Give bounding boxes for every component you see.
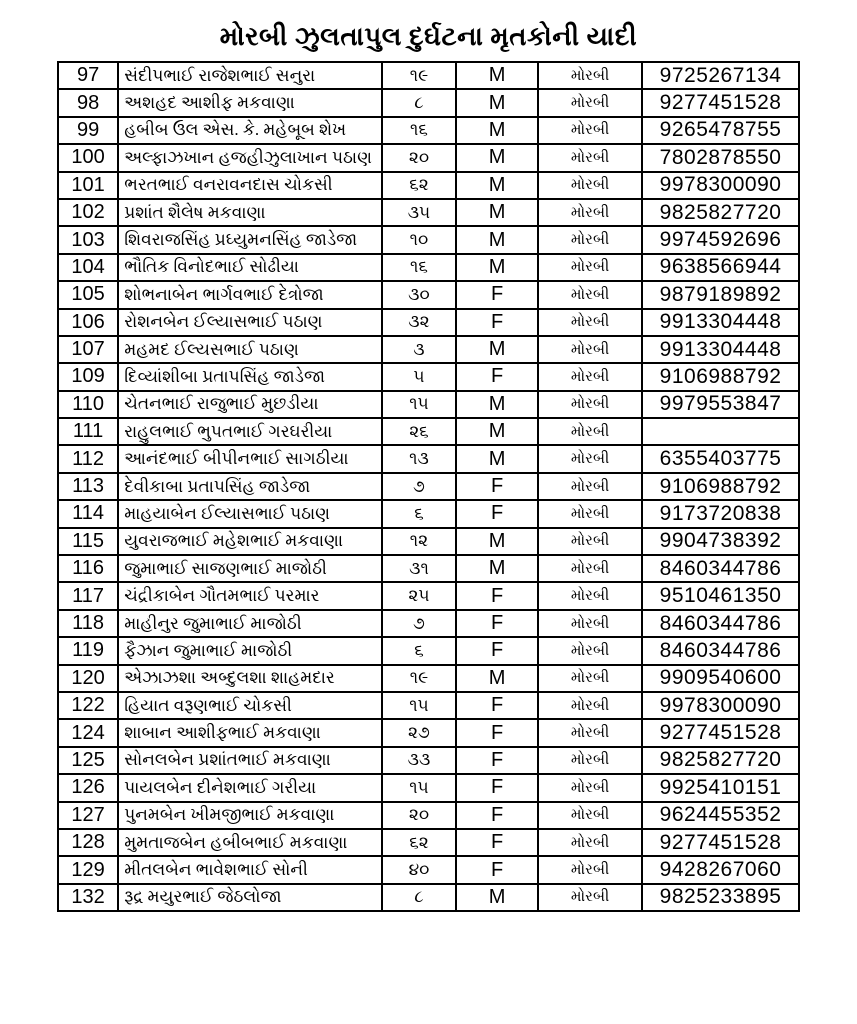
age-cell: ૩ <box>382 336 456 363</box>
age-cell: ૩૧ <box>382 555 456 582</box>
age-cell: ૭ <box>382 473 456 500</box>
gender-cell: F <box>456 774 538 801</box>
gender-cell: F <box>456 473 538 500</box>
gender-cell: F <box>456 719 538 746</box>
age-cell: ૨૦ <box>382 144 456 171</box>
gender-cell: F <box>456 747 538 774</box>
name-cell: દેવીકાબા પ્રતાપસિંહ જાડેજા <box>118 473 382 500</box>
phone-cell: 9978300090 <box>642 692 799 719</box>
serial-number-cell: 101 <box>58 172 118 199</box>
table-row <box>58 802 799 829</box>
table-row <box>58 62 799 89</box>
name-cell: દિવ્યાંશીબા પ્રતાપસિંહ જાડેજા <box>118 363 382 390</box>
age-cell: ૧૨ <box>382 528 456 555</box>
age-cell: ૮ <box>382 884 456 911</box>
name-cell: પાયલબેન દીનેશભાઈ ગરીયા <box>118 774 382 801</box>
table-row <box>58 610 799 637</box>
serial-number-cell: 125 <box>58 747 118 774</box>
city-cell: મોરબી <box>538 829 642 856</box>
phone-cell: 9913304448 <box>642 336 799 363</box>
name-cell: રોશનબેન ઈલ્યાસભાઈ પઠાણ <box>118 309 382 336</box>
name-cell: પુનમબેન ખીમજીભાઈ મકવાણા <box>118 802 382 829</box>
name-cell: મહમદ ઈલ્યસભાઈ પઠાણ <box>118 336 382 363</box>
phone-cell: 9106988792 <box>642 473 799 500</box>
city-cell: મોરબી <box>538 172 642 199</box>
name-cell: ચંદ્રીકાબેન ગૌતમભાઈ પરમાર <box>118 582 382 609</box>
table-row <box>58 774 799 801</box>
phone-cell: 7802878550 <box>642 144 799 171</box>
table-row <box>58 445 799 472</box>
phone-cell: 9277451528 <box>642 829 799 856</box>
city-cell: મોરબી <box>538 610 642 637</box>
victims-table <box>57 61 800 912</box>
phone-cell: 9277451528 <box>642 719 799 746</box>
phone-cell: 9725267134 <box>642 62 799 89</box>
city-cell: મોરબી <box>538 144 642 171</box>
city-cell: મોરબી <box>538 747 642 774</box>
gender-cell: M <box>456 391 538 418</box>
city-cell: મોરબી <box>538 473 642 500</box>
phone-cell: 9979553847 <box>642 391 799 418</box>
name-cell: યુવરાજભાઈ મહેશભાઈ મકવાણા <box>118 528 382 555</box>
gender-cell: F <box>456 637 538 664</box>
gender-cell: M <box>456 528 538 555</box>
serial-number-cell: 109 <box>58 363 118 390</box>
serial-number-cell: 105 <box>58 281 118 308</box>
serial-number-cell: 106 <box>58 309 118 336</box>
age-cell: ૩૫ <box>382 199 456 226</box>
city-cell: મોરબી <box>538 336 642 363</box>
table-row <box>58 884 799 911</box>
name-cell: રૂદ્ર મયુરભાઈ જેઠલોજા <box>118 884 382 911</box>
name-cell: જુમાભાઈ સાજણભાઈ માજોઠી <box>118 555 382 582</box>
serial-number-cell: 111 <box>58 418 118 445</box>
name-cell: હિયાત વરૂણભાઈ ચોકસી <box>118 692 382 719</box>
gender-cell: M <box>456 144 538 171</box>
table-row <box>58 254 799 281</box>
phone-cell: 9925410151 <box>642 774 799 801</box>
serial-number-cell: 99 <box>58 117 118 144</box>
age-cell: ૬ <box>382 500 456 527</box>
name-cell: શિવરાજસિંહ પ્રઘ્યુમનસિંહ જાડેજા <box>118 226 382 253</box>
city-cell: મોરબી <box>538 199 642 226</box>
age-cell: ૬૨ <box>382 829 456 856</box>
table-row <box>58 665 799 692</box>
name-cell: શાબાન આશીફભાઈ મકવાણા <box>118 719 382 746</box>
table-row <box>58 172 799 199</box>
serial-number-cell: 100 <box>58 144 118 171</box>
table-row <box>58 637 799 664</box>
table-row <box>58 336 799 363</box>
age-cell: ૧૬ <box>382 117 456 144</box>
age-cell: ૧૬ <box>382 254 456 281</box>
name-cell: ફૈઝાન જુમાભાઈ માજોઠી <box>118 637 382 664</box>
age-cell: ૧૯ <box>382 665 456 692</box>
city-cell: મોરબી <box>538 582 642 609</box>
name-cell: મીતલબેન ભાવેશભાઈ સોની <box>118 856 382 883</box>
gender-cell: M <box>456 89 538 116</box>
gender-cell: M <box>456 117 538 144</box>
serial-number-cell: 124 <box>58 719 118 746</box>
gender-cell: F <box>456 692 538 719</box>
phone-cell: 9913304448 <box>642 309 799 336</box>
gender-cell: M <box>456 445 538 472</box>
age-cell: ૬ <box>382 637 456 664</box>
table-row <box>58 281 799 308</box>
city-cell: મોરબી <box>538 802 642 829</box>
serial-number-cell: 122 <box>58 692 118 719</box>
page-title: મોરબી ઝુલતાપુલ દુર્ઘટના મૃતકોની યાદી <box>219 22 638 51</box>
serial-number-cell: 107 <box>58 336 118 363</box>
phone-cell: 9974592696 <box>642 226 799 253</box>
city-cell: મોરબી <box>538 281 642 308</box>
table-row <box>58 582 799 609</box>
serial-number-cell: 116 <box>58 555 118 582</box>
age-cell: ૭ <box>382 610 456 637</box>
phone-cell: 9510461350 <box>642 582 799 609</box>
table-row <box>58 89 799 116</box>
age-cell: ૨૬ <box>382 418 456 445</box>
serial-number-cell: 118 <box>58 610 118 637</box>
gender-cell: M <box>456 418 538 445</box>
age-cell: ૨૦ <box>382 802 456 829</box>
table-row <box>58 117 799 144</box>
phone-cell: 9879189892 <box>642 281 799 308</box>
serial-number-cell: 98 <box>58 89 118 116</box>
table-row <box>58 199 799 226</box>
table-row <box>58 309 799 336</box>
gender-cell: F <box>456 582 538 609</box>
gender-cell: F <box>456 309 538 336</box>
name-cell: ભરતભાઈ વનરાવનદાસ ચોકસી <box>118 172 382 199</box>
phone-cell: 6355403775 <box>642 445 799 472</box>
phone-cell <box>642 418 799 445</box>
city-cell: મોરબી <box>538 445 642 472</box>
phone-cell: 9978300090 <box>642 172 799 199</box>
table-row <box>58 719 799 746</box>
name-cell: અશહદ આશીફ મકવાણા <box>118 89 382 116</box>
phone-cell: 8460344786 <box>642 610 799 637</box>
gender-cell: M <box>456 555 538 582</box>
gender-cell: M <box>456 226 538 253</box>
gender-cell: F <box>456 281 538 308</box>
city-cell: મોરબી <box>538 391 642 418</box>
phone-cell: 9825827720 <box>642 199 799 226</box>
city-cell: મોરબી <box>538 665 642 692</box>
age-cell: ૨૫ <box>382 582 456 609</box>
name-cell: પ્રશાંત શૈલેષ મકવાણા <box>118 199 382 226</box>
name-cell: માહયાબેન ઈલ્યાસભાઈ પઠાણ <box>118 500 382 527</box>
serial-number-cell: 128 <box>58 829 118 856</box>
table-row <box>58 144 799 171</box>
table-row <box>58 418 799 445</box>
city-cell: મોરબી <box>538 500 642 527</box>
serial-number-cell: 114 <box>58 500 118 527</box>
name-cell: રાહુલભાઈ ભુપતભાઈ ગરઘરીયા <box>118 418 382 445</box>
city-cell: મોરબી <box>538 856 642 883</box>
name-cell: મુમતાજબેન હબીબભાઈ મકવાણા <box>118 829 382 856</box>
phone-cell: 9825827720 <box>642 747 799 774</box>
name-cell: ભૌતિક વિનોદભાઈ સોઢીયા <box>118 254 382 281</box>
table-row <box>58 528 799 555</box>
gender-cell: F <box>456 856 538 883</box>
age-cell: ૬૨ <box>382 172 456 199</box>
age-cell: ૧૩ <box>382 445 456 472</box>
name-cell: સોનલબેન પ્રશાંતભાઈ મકવાણા <box>118 747 382 774</box>
age-cell: ૩૦ <box>382 281 456 308</box>
gender-cell: F <box>456 829 538 856</box>
phone-cell: 9904738392 <box>642 528 799 555</box>
gender-cell: M <box>456 336 538 363</box>
serial-number-cell: 120 <box>58 665 118 692</box>
city-cell: મોરબી <box>538 363 642 390</box>
city-cell: મોરબી <box>538 62 642 89</box>
table-row <box>58 829 799 856</box>
table-row <box>58 555 799 582</box>
city-cell: મોરબી <box>538 226 642 253</box>
age-cell: ૨૭ <box>382 719 456 746</box>
gender-cell: F <box>456 610 538 637</box>
gender-cell: F <box>456 500 538 527</box>
phone-cell: 9909540600 <box>642 665 799 692</box>
city-cell: મોરબી <box>538 884 642 911</box>
name-cell: સંદીપભાઈ રાજેશભાઈ સનુરા <box>118 62 382 89</box>
city-cell: મોરબી <box>538 774 642 801</box>
phone-cell: 9265478755 <box>642 117 799 144</box>
city-cell: મોરબી <box>538 254 642 281</box>
age-cell: ૧૫ <box>382 774 456 801</box>
phone-cell: 9173720838 <box>642 500 799 527</box>
table-row <box>58 692 799 719</box>
city-cell: મોરબી <box>538 555 642 582</box>
deceased-table-body <box>58 62 799 911</box>
gender-cell: M <box>456 172 538 199</box>
phone-cell: 9624455352 <box>642 802 799 829</box>
gender-cell: M <box>456 884 538 911</box>
phone-cell: 8460344786 <box>642 555 799 582</box>
phone-cell: 8460344786 <box>642 637 799 664</box>
name-cell: ચેતનભાઈ રાજુભાઈ મુછડીયા <box>118 391 382 418</box>
phone-cell: 9277451528 <box>642 89 799 116</box>
name-cell: અલ્ફાઝખાન હજહીઝુલાખાન પઠાણ <box>118 144 382 171</box>
serial-number-cell: 110 <box>58 391 118 418</box>
gender-cell: F <box>456 363 538 390</box>
table-row <box>58 500 799 527</box>
name-cell: હબીબ ઉલ એસ. કે. મહેબૂબ શેખ <box>118 117 382 144</box>
name-cell: માહીનુર જુમાભાઈ માજોઠી <box>118 610 382 637</box>
city-cell: મોરબી <box>538 692 642 719</box>
city-cell: મોરબી <box>538 117 642 144</box>
age-cell: ૧૯ <box>382 62 456 89</box>
table-row <box>58 226 799 253</box>
phone-cell: 9428267060 <box>642 856 799 883</box>
age-cell: ૩૩ <box>382 747 456 774</box>
serial-number-cell: 119 <box>58 637 118 664</box>
name-cell: શોભનાબેન ભાર્ગવભાઈ દેત્રોજા <box>118 281 382 308</box>
gender-cell: M <box>456 199 538 226</box>
table-row <box>58 391 799 418</box>
city-cell: મોરબી <box>538 309 642 336</box>
age-cell: ૧૦ <box>382 226 456 253</box>
serial-number-cell: 129 <box>58 856 118 883</box>
gender-cell: M <box>456 665 538 692</box>
phone-cell: 9106988792 <box>642 363 799 390</box>
age-cell: ૧૫ <box>382 391 456 418</box>
serial-number-cell: 112 <box>58 445 118 472</box>
table-row <box>58 856 799 883</box>
serial-number-cell: 104 <box>58 254 118 281</box>
serial-number-cell: 132 <box>58 884 118 911</box>
serial-number-cell: 115 <box>58 528 118 555</box>
serial-number-cell: 126 <box>58 774 118 801</box>
serial-number-cell: 102 <box>58 199 118 226</box>
name-cell: આનંદભાઈ બીપીનભાઈ સાગઠીયા <box>118 445 382 472</box>
serial-number-cell: 103 <box>58 226 118 253</box>
age-cell: ૧૫ <box>382 692 456 719</box>
age-cell: ૪૦ <box>382 856 456 883</box>
table-row <box>58 747 799 774</box>
city-cell: મોરબી <box>538 89 642 116</box>
city-cell: મોરબી <box>538 418 642 445</box>
serial-number-cell: 117 <box>58 582 118 609</box>
age-cell: ૫ <box>382 363 456 390</box>
phone-cell: 9825233895 <box>642 884 799 911</box>
age-cell: ૮ <box>382 89 456 116</box>
gender-cell: F <box>456 802 538 829</box>
table-row <box>58 363 799 390</box>
gender-cell: M <box>456 254 538 281</box>
table-row <box>58 473 799 500</box>
phone-cell: 9638566944 <box>642 254 799 281</box>
age-cell: ૩૨ <box>382 309 456 336</box>
serial-number-cell: 113 <box>58 473 118 500</box>
city-cell: મોરબી <box>538 528 642 555</box>
name-cell: એઝાઝશા અબ્દુલશા શાહમદાર <box>118 665 382 692</box>
gender-cell: M <box>456 62 538 89</box>
serial-number-cell: 127 <box>58 802 118 829</box>
city-cell: મોરબી <box>538 719 642 746</box>
city-cell: મોરબી <box>538 637 642 664</box>
serial-number-cell: 97 <box>58 62 118 89</box>
